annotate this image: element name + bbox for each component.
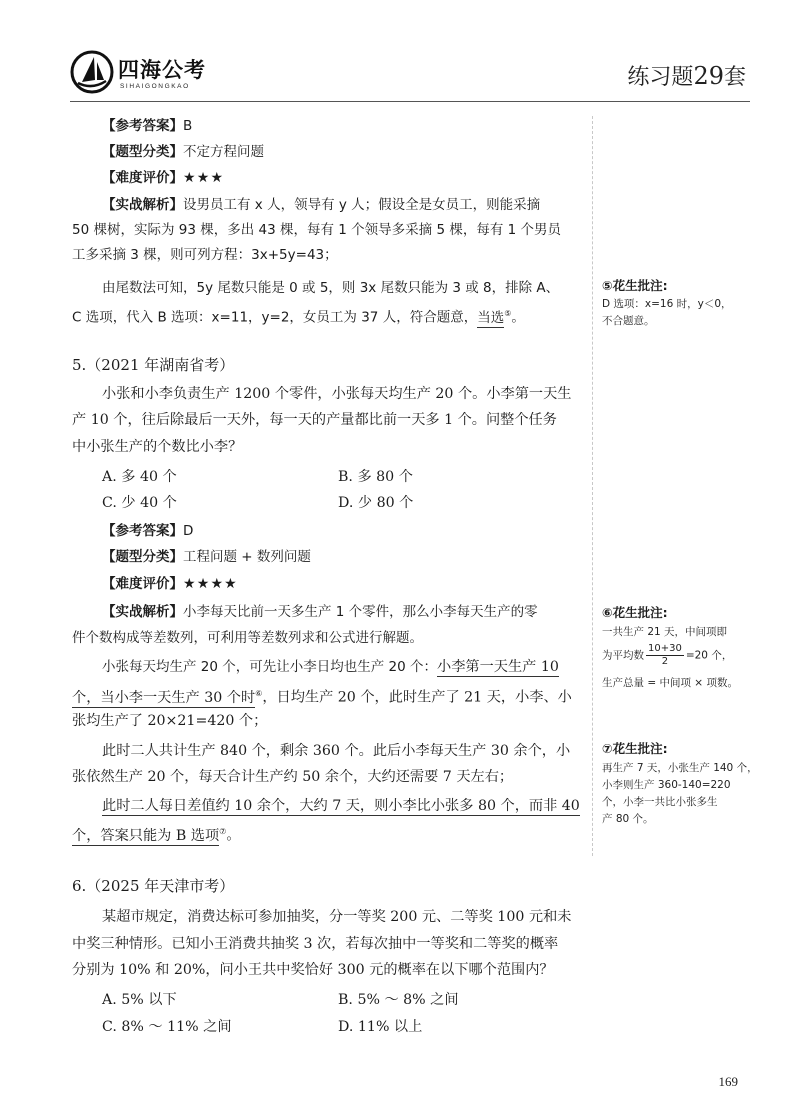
note-5-line-1: D 选项：x=16 时，y＜0， (602, 298, 732, 310)
note-7-line-4: 产 80 个。 (602, 813, 654, 825)
q5-analysis-line-2: 件个数构成等差数列，可利用等差数列求和公式进行解题。 (72, 630, 423, 646)
q6-option-c: C. 8% ～ 11% 之间 (102, 1019, 232, 1035)
q6-option-a: A. 5% 以下 (102, 992, 177, 1008)
q4-analysis-line-4: 由尾数法可知，5y 尾数只能是 0 或 5，则 3x 尾数只能为 3 或 8，排除 A、 (102, 280, 560, 296)
note-7-line-3: 个，小李一共比小张多生 (602, 796, 718, 808)
practice-set-title: 练习题29套 (627, 62, 746, 90)
q5-option-c: C. 少 40 个 (102, 495, 177, 511)
note-6-line-2: 为平均数 $\frac{10+30}{2}$ =20 个， (602, 643, 733, 667)
q6-heading: 6.（2025 年天津市考） (72, 877, 235, 895)
q5-analysis-line-3: 小张每天均生产 20 个，可先让小李日均也生产 20 个：小李第一天生产 10 (102, 659, 559, 675)
note-6-title: ⑥花生批注: (602, 605, 668, 620)
logo-text: 四海公考 (118, 58, 206, 82)
q5-analysis-line-4: 个，当小李一天生产 30 个时⑥，日均生产 20 个，此时生产了 21 天，小李、小 (72, 689, 572, 706)
q5-stem-line-3: 中小张生产的个数比小李？ (72, 439, 243, 455)
margin-divider (592, 116, 593, 856)
q4-difficulty: 【难度评价】★★★ (102, 170, 225, 186)
note-7-line-2: 小李则生产 360-140=220 (602, 779, 731, 791)
q5-option-a: A. 多 40 个 (102, 469, 177, 485)
q5-category: 【题型分类】工程问题 + 数列问题 (102, 549, 311, 565)
q5-analysis-line-5: 张均生产了 20×21=420 个； (72, 713, 268, 729)
q5-stem-line-1: 小张和小李负责生产 1200 个零件，小张每天均生产 20 个。小李第一天生 (102, 386, 572, 402)
q5-stem-line-2: 产 10 个，往后除最后一天外，每一天的产量都比前一天多 1 个。问整个任务 (72, 412, 557, 428)
average-fraction: $\frac{10+30}{2}$ (648, 643, 682, 667)
note-5-title: ⑤花生批注: (602, 278, 668, 293)
q4-category: 【题型分类】不定方程问题 (102, 144, 264, 160)
q5-analysis-line-7: 张依然生产 20 个，每天合计生产约 50 余个，大约还需要 7 天左右； (72, 769, 514, 785)
note-7-title: ⑦花生批注: (602, 741, 668, 756)
q5-difficulty: 【难度评价】★★★★ (102, 576, 238, 592)
q6-option-b: B. 5% ～ 8% 之间 (338, 992, 459, 1008)
q5-option-b: B. 多 80 个 (338, 469, 413, 485)
header-divider (70, 101, 750, 102)
q5-analysis-line-1: 【实战解析】小李每天比前一天多生产 1 个零件，那么小李每天生产的零 (102, 604, 538, 620)
q6-stem-line-3: 分别为 10% 和 20%，问小王共中奖恰好 300 元的概率在以下哪个范围内？ (72, 962, 554, 978)
logo-subtext: SIHAIGONGKAO (120, 83, 190, 90)
page-number: 169 (718, 1074, 738, 1089)
note-7-line-1: 再生产 7 天，小张生产 140 个， (602, 762, 758, 774)
q4-analysis-line-5: C 选项，代入 B 选项：x=11，y=2，女员工为 37 人，符合题意，当选⑤。 (72, 309, 525, 326)
q5-analysis-line-9: 个，答案只能为 B 选项⑦。 (72, 827, 241, 844)
q5-option-d: D. 少 80 个 (338, 495, 414, 511)
q5-analysis-line-6: 此时二人共计生产 840 个，剩余 360 个。此后小李每天生产 30 余个，小 (102, 743, 571, 759)
note-6-line-3: 生产总量 = 中间项 × 项数。 (602, 677, 738, 689)
q4-analysis-line-2: 50 棵树，实际为 93 棵，多出 43 棵，每有 1 个领导多采摘 5 棵，每有 1 个男员 (72, 222, 562, 238)
q5-answer: 【参考答案】D (102, 523, 194, 539)
sailboat-logo-icon (70, 50, 114, 94)
q4-analysis-line-3: 工多采摘 3 棵，则可列方程：3x+5y=43； (72, 247, 338, 263)
q6-option-d: D. 11% 以上 (338, 1019, 423, 1035)
q6-stem-line-2: 中奖三种情形。已知小王消费共抽奖 3 次，若每次抽中一等奖和二等奖的概率 (72, 936, 559, 952)
q4-answer: 【参考答案】B (102, 118, 193, 134)
note-6-line-1: 一共生产 21 天，中间项即 (602, 626, 728, 638)
q5-heading: 5.（2021 年湖南省考） (72, 356, 235, 374)
note-5-line-2: 不合题意。 (602, 315, 655, 327)
q5-analysis-line-8: 此时二人每日差值约 10 余个，大约 7 天，则小李比小张多 80 个，而非 40 (102, 798, 580, 814)
q6-stem-line-1: 某超市规定，消费达标可参加抽奖，分一等奖 200 元、二等奖 100 元和未 (102, 909, 572, 925)
q4-analysis-line-1: 【实战解析】设男员工有 x 人，领导有 y 人；假设全是女员工，则能采摘 (102, 197, 541, 213)
